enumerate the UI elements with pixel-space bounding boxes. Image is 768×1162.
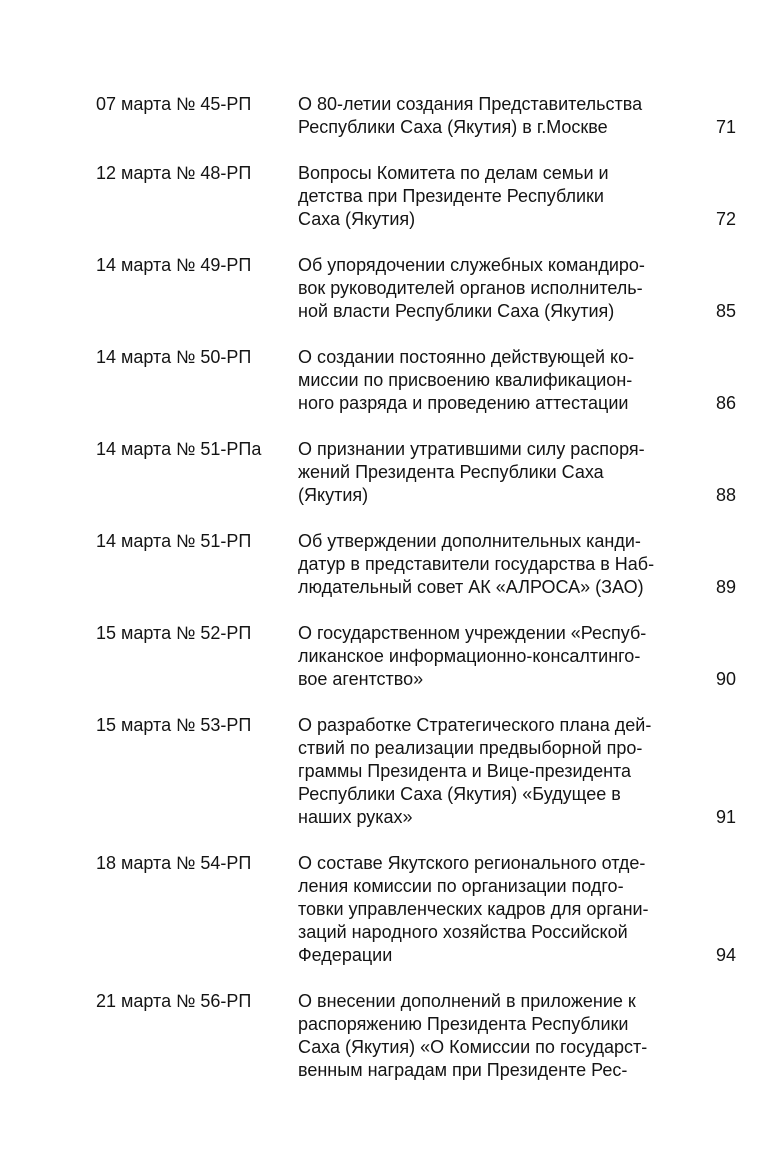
toc-entry	[96, 714, 736, 829]
entry-title-line: вое агентство»	[298, 669, 424, 689]
entry-date-number: 07 марта № 45-РП	[96, 94, 252, 114]
entry-date-number: 14 марта № 51-РПа	[96, 439, 262, 459]
entry-page-number: 72	[715, 209, 736, 229]
entry-page-number: 89	[715, 577, 736, 597]
toc-entry	[96, 852, 736, 967]
entry-title-line: (Якутия)	[298, 485, 369, 505]
entry-title-line: О создании постоянно действующей ко-	[298, 347, 635, 367]
entry-title	[298, 438, 693, 507]
entry-title-line: Республики Саха (Якутия) в г.Москве	[298, 117, 608, 137]
entry-date-number: 14 марта № 50-РП	[96, 347, 252, 367]
entry-title-line: ного разряда и проведению аттестации	[298, 393, 629, 413]
entry-title-line: О внесении дополнений в приложение к	[298, 991, 636, 1011]
toc-entry	[96, 93, 736, 139]
entry-page-number: 94	[715, 945, 736, 965]
entry-title-line: наших руках»	[298, 807, 413, 827]
entry-title	[298, 162, 693, 231]
entry-title-line: Федерации	[298, 945, 393, 965]
entry-date-number: 15 марта № 52-РП	[96, 623, 252, 643]
entry-title-line: Республики Саха (Якутия) «Будущее в	[298, 784, 621, 804]
entry-title	[298, 346, 693, 415]
entry-title-line: Об упорядочении служебных командиро-	[298, 255, 645, 275]
entry-title	[298, 714, 693, 829]
entry-title-line: Об утверждении дополнительных канди-	[298, 531, 641, 551]
entry-title-line: О государственном учреждении «Респуб-	[298, 623, 647, 643]
entry-title-line: ствий по реализации предвыборной про-	[298, 738, 643, 758]
entry-title-line: Вопросы Комитета по делам семьи и	[298, 163, 609, 183]
entry-title-line: товки управленческих кадров для органи-	[298, 899, 649, 919]
entry-page-number: 90	[715, 669, 736, 689]
entry-title	[298, 530, 693, 599]
entry-title	[298, 622, 693, 691]
entry-date-number: 15 марта № 53-РП	[96, 715, 252, 735]
entry-page-number: 88	[715, 485, 736, 505]
entry-title-line: венным наградам при Президенте Рес-	[298, 1060, 628, 1080]
entry-page-number: 71	[715, 117, 736, 137]
entry-date-number: 14 марта № 49-РП	[96, 255, 252, 275]
entry-title-line: ления комиссии по организации подго-	[298, 876, 624, 896]
entry-title-line: датур в представители государства в Наб-	[298, 554, 655, 574]
entry-page-number: 86	[715, 393, 736, 413]
entry-date-number: 14 марта № 51-РП	[96, 531, 252, 551]
entry-title-line: О разработке Стратегического плана дей-	[298, 715, 652, 735]
entry-title-line: заций народного хозяйства Российской	[298, 922, 628, 942]
entry-title-line: О 80-летии создания Представительства	[298, 94, 643, 114]
entry-title	[298, 93, 693, 139]
toc-entry	[96, 622, 736, 691]
entry-title-line: людательный совет АК «АЛРОСА» (ЗАО)	[298, 577, 644, 597]
toc-entry	[96, 438, 736, 507]
toc-entry	[96, 990, 736, 1082]
entry-title	[298, 254, 693, 323]
table-of-contents	[96, 93, 736, 1105]
entry-title-line: детства при Президенте Республики	[298, 186, 604, 206]
entry-date-number: 21 марта № 56-РП	[96, 991, 252, 1011]
toc-entry	[96, 254, 736, 323]
entry-title-line: Саха (Якутия)	[298, 209, 416, 229]
toc-entry	[96, 530, 736, 599]
toc-entry	[96, 162, 736, 231]
toc-entry	[96, 346, 736, 415]
entry-title	[298, 852, 693, 967]
entry-date-number: 12 марта № 48-РП	[96, 163, 252, 183]
entry-title-line: граммы Президента и Вице-президента	[298, 761, 632, 781]
entry-title-line: распоряжению Президента Республики	[298, 1014, 629, 1034]
entry-title-line: вок руководителей органов исполнитель-	[298, 278, 643, 298]
entry-date-number: 18 марта № 54-РП	[96, 853, 252, 873]
entry-title-line: ликанское информационно-консалтинго-	[298, 646, 641, 666]
entry-title-line: миссии по присвоению квалификацион-	[298, 370, 633, 390]
entry-page-number: 91	[715, 807, 736, 827]
entry-title	[298, 990, 693, 1082]
entry-title-line: Саха (Якутия) «О Комиссии по государст-	[298, 1037, 648, 1057]
entry-title-line: О признании утратившими силу распоря-	[298, 439, 645, 459]
entry-title-line: жений Президента Республики Саха	[298, 462, 604, 482]
entry-page-number: 85	[715, 301, 736, 321]
entry-title-line: О составе Якутского регионального отде-	[298, 853, 646, 873]
entry-title-line: ной власти Республики Саха (Якутия)	[298, 301, 615, 321]
